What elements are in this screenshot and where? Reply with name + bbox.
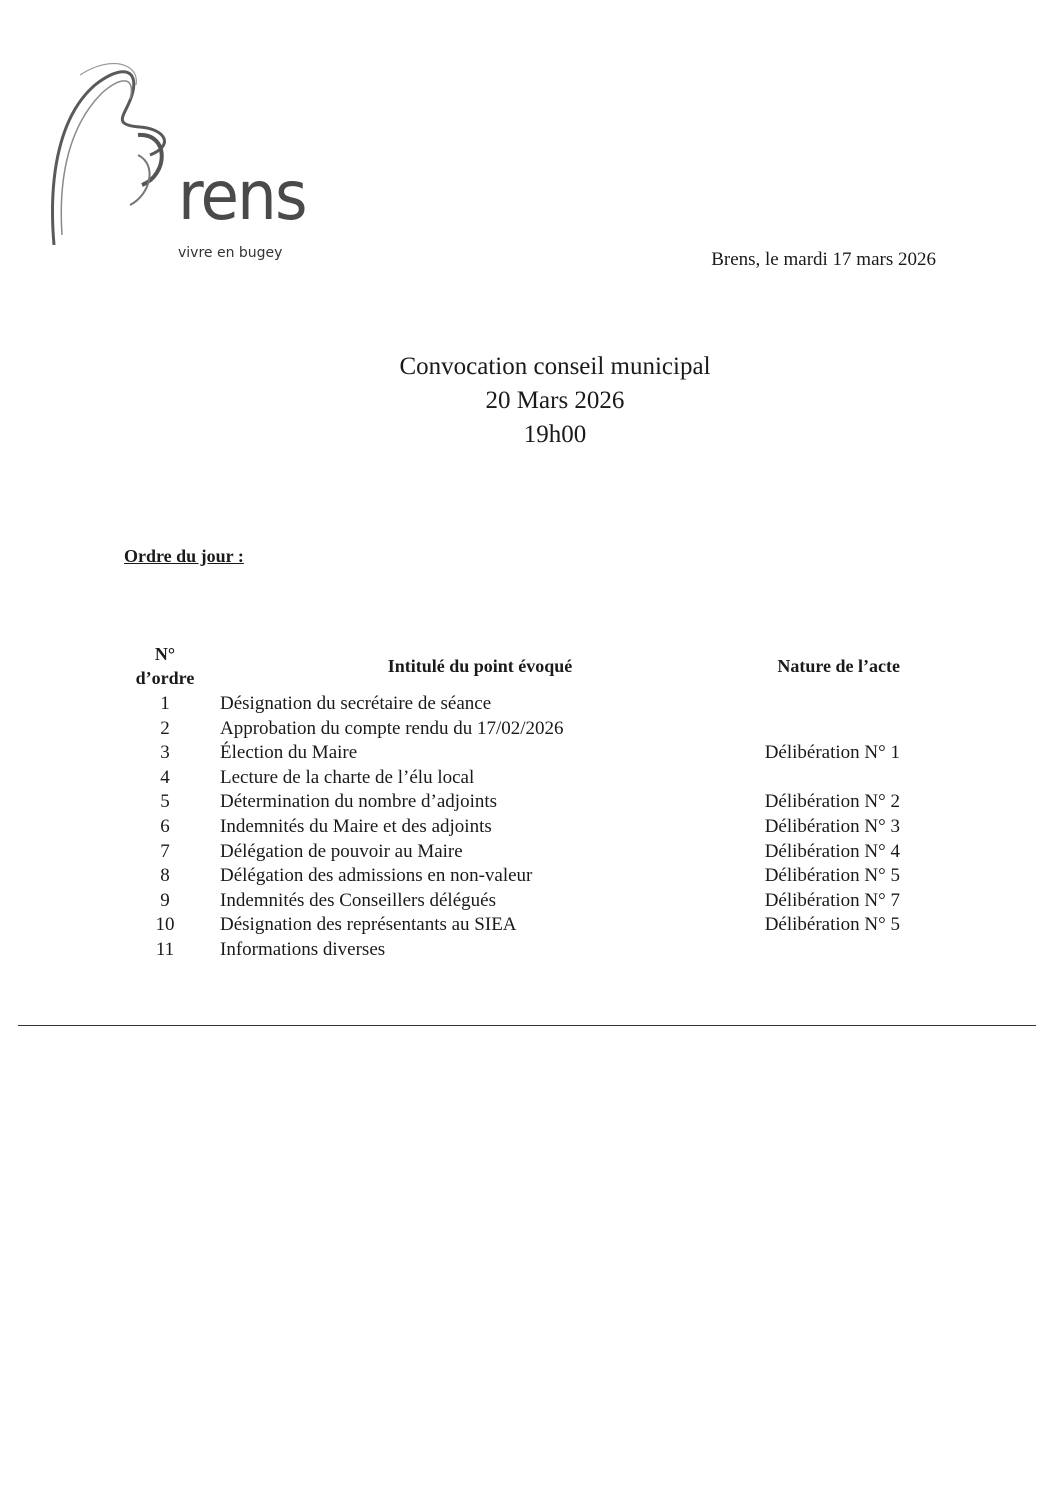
header-label: Intitulé du point évoqué <box>387 656 573 676</box>
title-line-1: Convocation conseil municipal <box>399 353 711 380</box>
table-row <box>110 815 900 840</box>
table-row <box>110 840 900 865</box>
row-label: Délégation de pouvoir au Maire <box>220 840 463 862</box>
table-row <box>110 938 900 963</box>
row-nature: Délibération N° 3 <box>764 815 900 837</box>
row-num: 9 <box>160 889 170 911</box>
row-num: 8 <box>160 865 170 887</box>
row-label: Détermination du nombre d’adjoints <box>220 791 498 813</box>
title-line-2: 20 Mars 2026 <box>485 387 625 414</box>
row-nature <box>740 938 900 963</box>
row-nature <box>740 692 900 717</box>
row-num: 3 <box>160 742 170 764</box>
row-num: 1 <box>160 693 170 714</box>
row-num: 10 <box>155 914 175 936</box>
row-nature: Délibération N° 5 <box>764 914 900 936</box>
row-nature: Délibération N° 1 <box>764 742 900 764</box>
table-row <box>110 717 900 742</box>
date-line: Brens, le mardi 17 mars 2026 <box>711 249 936 270</box>
brens-logo <box>40 55 340 261</box>
table-row <box>110 864 900 889</box>
row-num: 4 <box>160 766 170 788</box>
table-row <box>110 889 900 914</box>
logo-wordmark: rens <box>178 157 306 236</box>
row-nature <box>740 717 900 742</box>
row-nature: Délibération N° 5 <box>764 865 900 887</box>
title-line-3: 19h00 <box>523 421 587 448</box>
agenda-header-row <box>110 640 900 692</box>
row-label: Élection du Maire <box>220 742 358 764</box>
row-label: Lecture de la charte de l’élu local <box>220 766 475 788</box>
document-title <box>0 350 1058 452</box>
table-row <box>110 766 900 791</box>
table-row <box>110 790 900 815</box>
row-label: Désignation des représentants au SIEA <box>220 914 517 936</box>
row-label: Désignation du secrétaire de séance <box>220 693 492 714</box>
row-label: Indemnités du Maire et des adjoints <box>220 815 492 837</box>
row-label: Informations diverses <box>220 938 386 960</box>
logo-tagline: vivre en bugey <box>178 245 283 261</box>
row-num: 2 <box>160 717 170 739</box>
row-nature: Délibération N° 2 <box>764 791 900 813</box>
header-nature: Nature de l’acte <box>777 656 900 676</box>
table-row <box>110 741 900 766</box>
horizontal-divider <box>18 1025 1036 1026</box>
row-label: Indemnités des Conseillers délégués <box>220 889 496 911</box>
table-row <box>110 692 900 717</box>
header-num <box>110 640 220 692</box>
row-num: 7 <box>160 840 170 862</box>
agenda-table <box>110 640 900 963</box>
agenda-heading: Ordre du jour : <box>124 546 244 566</box>
row-label: Délégation des admissions en non-valeur <box>220 865 533 887</box>
row-nature <box>740 766 900 791</box>
row-label: Approbation du compte rendu du 17/02/2026 <box>220 717 564 739</box>
row-num: 5 <box>160 791 170 813</box>
row-nature: Délibération N° 7 <box>764 889 900 911</box>
row-num: 6 <box>160 815 170 837</box>
table-row <box>110 913 900 938</box>
header-num-line-1: N° <box>154 644 176 664</box>
row-num: 11 <box>155 938 175 960</box>
row-nature: Délibération N° 4 <box>764 840 900 862</box>
header-num-line-2: d’ordre <box>135 668 195 688</box>
